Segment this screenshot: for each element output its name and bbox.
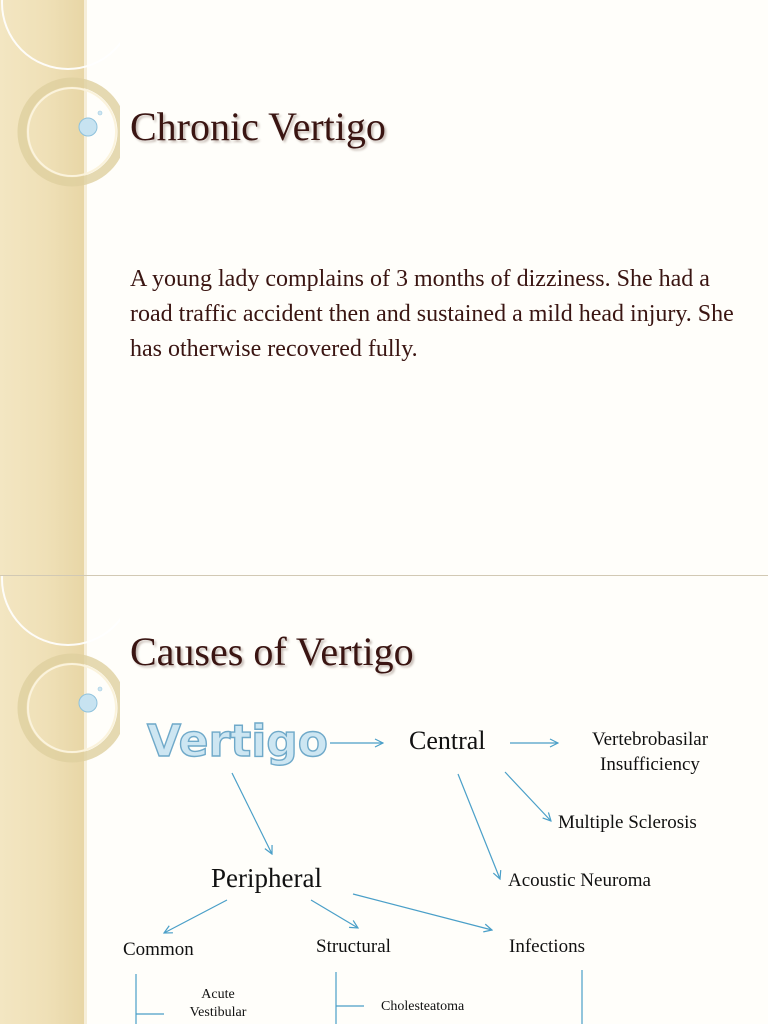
arrow-peripheral-to-common: [164, 900, 227, 933]
slide-title: Chronic Vertigo: [130, 104, 386, 149]
case-description: A young lady complains of 3 months of dizziness. She had a road traffic accident then and sustained a mild head injury. She has otherwise recovered fully.: [130, 266, 734, 362]
node-structural: Structural: [316, 936, 391, 957]
node-peripheral: Peripheral: [211, 863, 322, 893]
arrow-peripheral-to-infections: [353, 894, 492, 930]
arrow-peripheral-to-structural: [311, 900, 358, 928]
slide-divider: [0, 575, 768, 576]
node-vertebrobasilar-insufficiency: Vertebrobasilar Insufficiency: [591, 729, 709, 775]
node-infections: Infections: [509, 936, 585, 957]
arrow-root-to-peripheral: [232, 773, 272, 854]
node-central: Central: [409, 726, 486, 755]
slide-causes-of-vertigo: [0, 576, 768, 1024]
decorative-circles: [0, 0, 120, 240]
node-common: Common: [123, 939, 194, 960]
node-cholesteatoma: Cholesteatoma: [381, 999, 465, 1014]
root-vertigo-label: Vertigo: [147, 716, 329, 767]
node-acute-vestibular: Acute Vestibular: [189, 987, 247, 1020]
slide-title: Causes of Vertigo: [130, 629, 414, 674]
arrow-central-to-ms: [505, 772, 551, 821]
arrow-central-to-acoustic: [458, 774, 500, 879]
node-multiple-sclerosis: Multiple Sclerosis: [558, 812, 697, 833]
node-acoustic-neuroma: Acoustic Neuroma: [508, 870, 651, 891]
